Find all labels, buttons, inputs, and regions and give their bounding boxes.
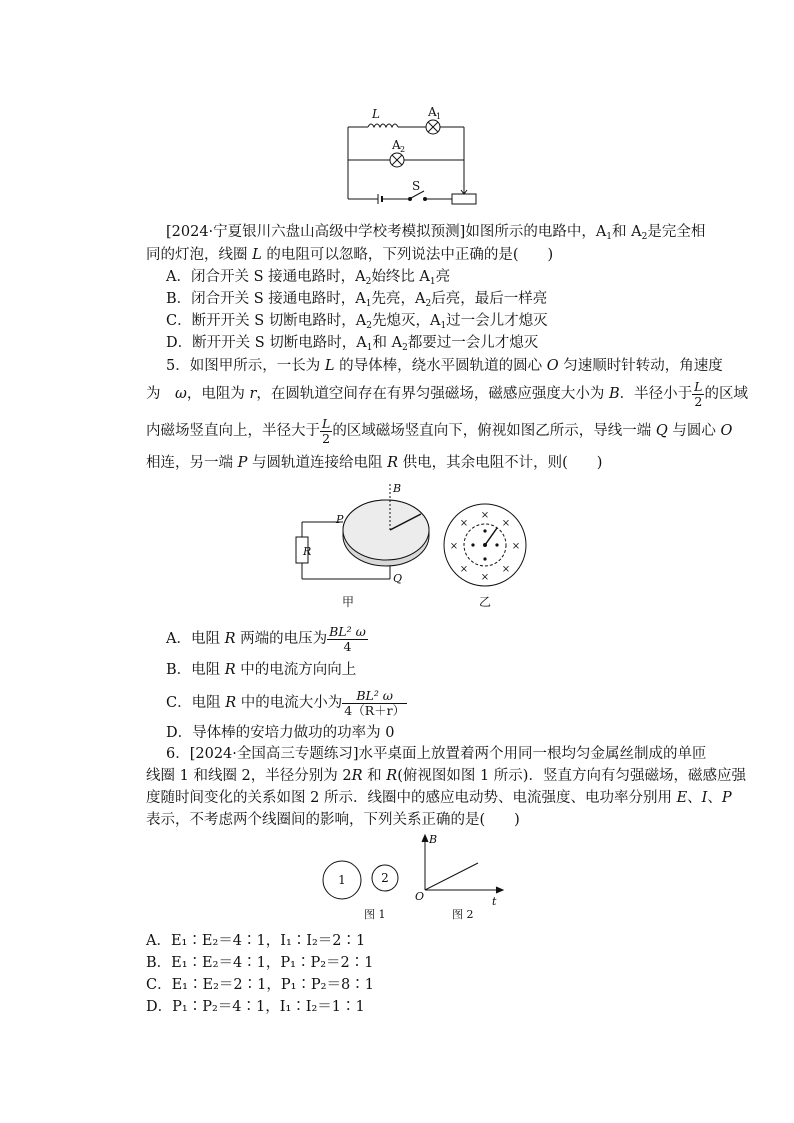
- q4-option-a-text: A．闭合开关 S 接通电路时，A: [166, 269, 366, 285]
- q6-option-d-text: D．P₁∶P₂＝4∶1，I₁∶I₂＝1∶1: [146, 999, 365, 1015]
- frac-den: 4: [343, 638, 352, 654]
- q4-option-c-text: 先熄灭，A: [371, 313, 441, 329]
- q5-fig-jia-caption: 甲: [342, 595, 355, 609]
- q5-stem-line2: [146, 378, 748, 410]
- q4-sub: 1: [366, 343, 373, 353]
- q5-option-b-text: 中的电流方向向上: [235, 662, 357, 678]
- frac-den: 2: [694, 393, 703, 409]
- q5-fraction: [692, 380, 704, 409]
- q5-fig-b-label: B: [393, 482, 402, 495]
- q5-option-a-fraction: [327, 625, 368, 654]
- q4-sub: 1: [365, 299, 372, 309]
- fig2-caption: 图 2: [452, 908, 474, 921]
- q4-stem-line2: [146, 245, 553, 265]
- q5-var: R: [225, 695, 237, 711]
- q6-option-c-text: C．E₁∶E₂＝2∶1，P₁∶P₂＝8∶1: [146, 977, 374, 993]
- q5-var: ω: [175, 386, 187, 402]
- frac-num: L: [322, 415, 331, 431]
- q5-option-c-fraction: [342, 689, 407, 718]
- q4-stem-var: L: [252, 247, 262, 263]
- q5-figure-jia: [290, 478, 440, 613]
- field-cross-icon: ×: [480, 510, 490, 521]
- q5-option-a[interactable]: [166, 624, 368, 654]
- field-cross-icon: ×: [501, 564, 511, 575]
- q6-figure: [318, 830, 508, 922]
- field-cross-icon: ×: [511, 541, 521, 552]
- q5-fig-yi-caption: 乙: [479, 595, 492, 609]
- q5-option-d-text: D．导体棒的安培力做功的功率为 0: [166, 725, 395, 741]
- field-cross-icon: ×: [449, 541, 459, 552]
- frac-num: BL² ω: [329, 623, 366, 639]
- q6-text: 表示，不考虑两个线圈间的影响，下列关系正确的是( ): [146, 812, 520, 828]
- q5-option-a-text: 两端的电压为: [235, 631, 328, 647]
- q5-text: 供电，其余电阻不计，则( ): [398, 455, 603, 471]
- field-cross-icon: ×: [501, 518, 511, 529]
- q4-option-d[interactable]: [166, 333, 538, 358]
- q4-option-c-text: 过一会儿才熄灭: [446, 313, 548, 329]
- q4-stem-line1: [166, 222, 705, 247]
- q5-option-d[interactable]: [166, 723, 394, 743]
- q5-option-c-text: 中的电流大小为: [236, 695, 343, 711]
- q6-var: R: [351, 768, 363, 784]
- q5-text: ，电阻为: [186, 386, 250, 402]
- q5-text: 的区域: [704, 386, 748, 402]
- q6-text: 6．[2024·全国高三专题练习]水平桌面上放置着两个用同一根均匀金属丝制成的单匝: [166, 746, 707, 762]
- lamp-a2-label-sub: 2: [400, 145, 406, 154]
- q6-text: (俯视图如图 1 所示)．竖直方向有匀强磁场，磁感应强: [397, 768, 746, 784]
- q5-var: r: [249, 386, 257, 402]
- q5-text: 5．如图甲所示，一长为: [166, 358, 325, 374]
- q4-option-c-text: C．断开开关 S 切断电路时，A: [166, 313, 367, 329]
- q6-text: 度随时间变化的关系如图 2 所示．线圈中的感应电动势、电流强度、电功率分别用: [146, 790, 677, 806]
- q6-option-b[interactable]: [146, 953, 374, 973]
- frac-num: L: [694, 378, 703, 394]
- axis-origin-label: O: [415, 890, 425, 903]
- q6-stem-line3: [146, 788, 732, 808]
- q5-text: 匀速顺时针转动，角速度: [558, 358, 723, 374]
- axis-b-label: B: [429, 833, 438, 846]
- axis-t-label: t: [492, 895, 497, 908]
- q4-option-b-text: B．闭合开关 S 接通电路时，A: [166, 291, 366, 307]
- q6-text: 、: [687, 790, 702, 806]
- q4-stem-text: 同的灯泡，线圈: [146, 247, 253, 263]
- q6-var: E: [676, 790, 688, 806]
- q4-sub: 2: [641, 232, 648, 242]
- lamp-a1-label: A: [428, 105, 437, 119]
- q5-text: 的区域磁场竖直向下，俯视如图乙所示，导线一端: [332, 423, 656, 439]
- q6-text: 、: [707, 790, 722, 806]
- frac-den: 4（R＋r）: [344, 702, 406, 718]
- q5-var: L: [324, 358, 335, 374]
- q5-var: R: [224, 662, 236, 678]
- q5-var: R: [224, 631, 236, 647]
- q6-var: R: [386, 768, 398, 784]
- field-cross-icon: ×: [459, 518, 469, 529]
- q5-var: P: [237, 455, 248, 471]
- q5-text: 与圆心: [667, 423, 721, 439]
- q4-circuit-figure: [340, 102, 480, 212]
- coil-2-label: 2: [381, 871, 389, 885]
- q5-var: R: [387, 455, 399, 471]
- q6-stem-line1: [166, 744, 707, 764]
- q5-stem-line4: [146, 453, 602, 473]
- q4-option-a-text: 始终比 A: [371, 269, 430, 285]
- q5-fig-q-label: Q: [393, 572, 403, 585]
- q4-stem-text: 是完全相: [647, 224, 706, 240]
- q4-option-a-text: 亮: [435, 269, 451, 285]
- q4-option-b-text: 先亮，A: [371, 291, 426, 307]
- q5-text: 与圆轨道连接给电阻: [247, 455, 388, 471]
- q5-stem-line1: [166, 356, 723, 376]
- q6-option-c[interactable]: [146, 975, 374, 995]
- frac-den: 2: [322, 430, 331, 446]
- q6-var: I: [701, 790, 708, 806]
- coil-1-label: 1: [338, 873, 346, 887]
- inductor-label: L: [372, 107, 380, 121]
- q5-text: 为: [146, 386, 175, 402]
- q5-stem-line3: [146, 415, 732, 447]
- q4-sub: 2: [366, 321, 372, 331]
- q5-var: O: [546, 358, 559, 374]
- q4-option-d-text: D．断开开关 S 切断电路时，A: [166, 335, 367, 351]
- lamp-a2-label: A: [392, 138, 401, 152]
- q5-option-c-text: C．电阻: [166, 695, 226, 711]
- q4-sub: 2: [402, 343, 408, 353]
- q6-stem-line2: [146, 766, 746, 786]
- q6-stem-line4: [146, 810, 520, 830]
- q5-option-b-text: B．电阻: [166, 662, 225, 678]
- field-cross-icon: ×: [480, 572, 490, 583]
- q6-option-d[interactable]: [146, 997, 365, 1017]
- q5-text: 的导体棒，绕水平圆轨道的圆心: [334, 358, 547, 374]
- q6-text: 和: [362, 768, 387, 784]
- q4-sub: 1: [440, 321, 447, 331]
- q4-option-d-text: 和 A: [372, 335, 403, 351]
- q6-var: P: [721, 790, 732, 806]
- q5-text: 相连，另一端: [146, 455, 238, 471]
- q5-var: B: [608, 386, 620, 402]
- q4-stem-text: 的电阻可以忽略，下列说法中正确的是( ): [261, 247, 554, 263]
- q4-option-d-text: 都要过一会儿才熄灭: [407, 335, 539, 351]
- lamp-a1-label-sub: 1: [436, 112, 442, 121]
- frac-num: BL² ω: [342, 689, 407, 704]
- q4-stem-text: [2024·宁夏银川六盘山高级中学校考模拟预测]如图所示的电路中，A: [166, 224, 607, 240]
- q5-text: ，在圆轨道空间存在有界匀强磁场，磁感应强度大小为: [256, 386, 609, 402]
- q5-text: ．半径小于: [619, 386, 693, 402]
- switch-label: S: [412, 179, 421, 193]
- q4-sub: 1: [429, 277, 436, 287]
- q4-sub: 2: [365, 277, 372, 287]
- q5-option-c[interactable]: [166, 688, 407, 718]
- q5-fig-r-label: R: [303, 545, 312, 558]
- q6-option-b-text: B．E₁∶E₂＝4∶1，P₁∶P₂＝2∶1: [146, 955, 374, 971]
- q4-sub: 1: [606, 232, 613, 242]
- q5-option-b[interactable]: [166, 660, 356, 680]
- field-cross-icon: ×: [459, 564, 469, 575]
- q5-var: Q: [655, 423, 668, 439]
- fig1-caption: 图 1: [364, 908, 386, 921]
- q4-stem-text: 和 A: [612, 224, 642, 240]
- q4-sub: 2: [425, 299, 432, 309]
- q5-fig-p-label: P: [336, 513, 344, 526]
- q5-fraction: [320, 417, 332, 446]
- q6-option-a-text: A．E₁∶E₂＝4∶1，I₁∶I₂＝2∶1: [146, 933, 366, 949]
- q4-option-b-text: 后亮，最后一样亮: [431, 291, 548, 307]
- q5-text: 内磁场竖直向上，半径大于: [146, 423, 320, 439]
- q5-figure-yi: [440, 498, 530, 613]
- q6-text: 线圈 1 和线圈 2，半径分别为 2: [146, 768, 352, 784]
- q5-option-a-text: A．电阻: [166, 631, 225, 647]
- q6-option-a[interactable]: [146, 931, 365, 951]
- q5-var: O: [720, 423, 733, 439]
